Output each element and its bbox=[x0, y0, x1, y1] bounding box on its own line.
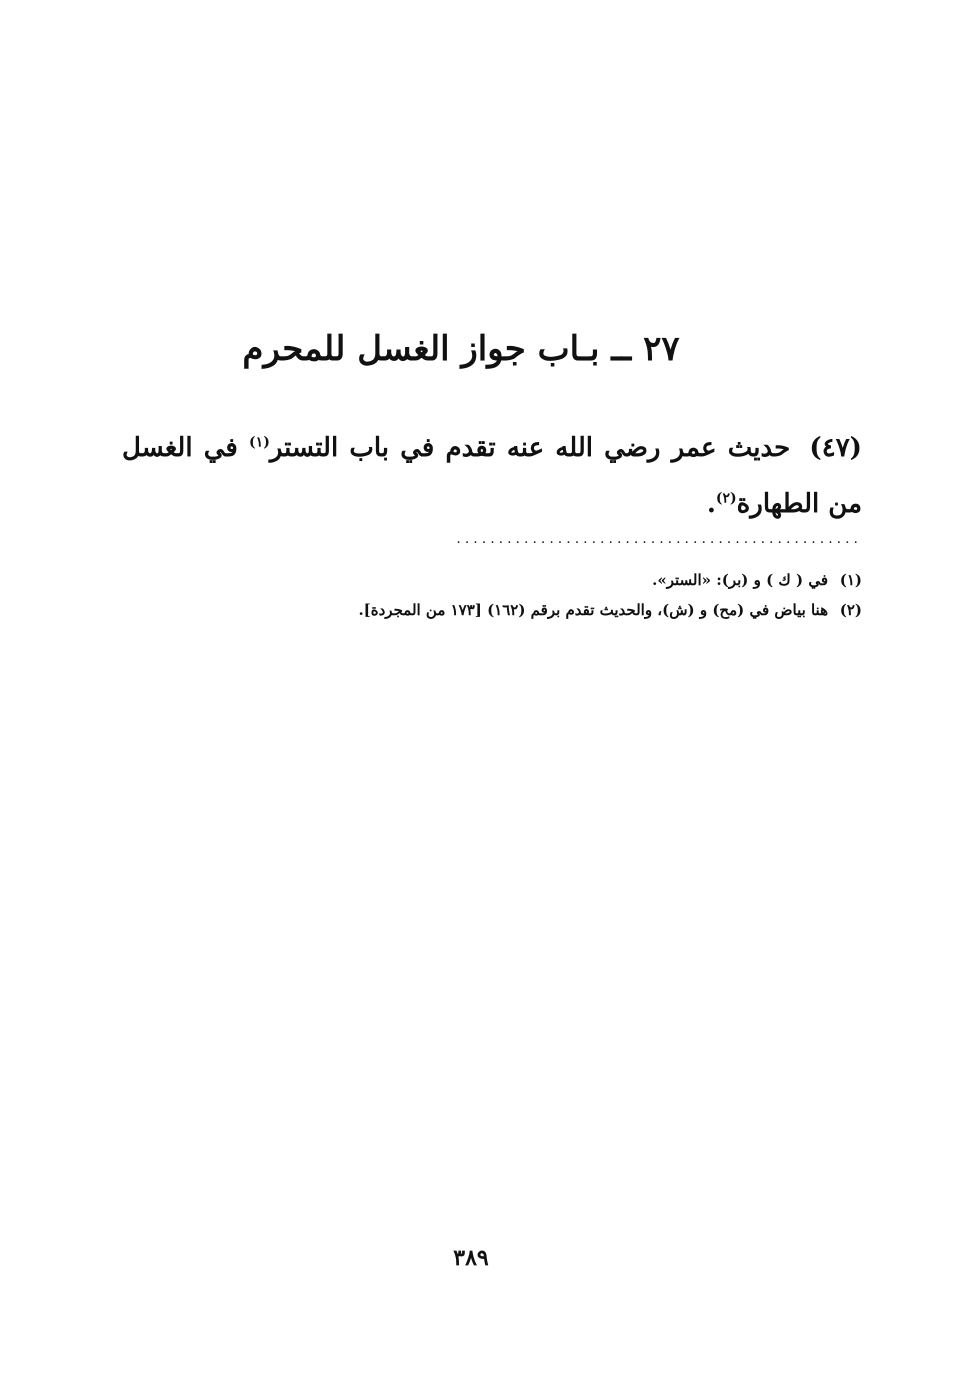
footnote-text: هنا بياض في (مح) و (ش)، والحديث تقدم برقم (١٦٢) [١٧٣ من المجردة]. bbox=[358, 601, 828, 619]
footnote-item bbox=[122, 565, 862, 595]
footnote-item bbox=[122, 595, 862, 625]
hadith-text-part-1: حديث عمر رضي الله عنه تقدم في باب التستر bbox=[269, 433, 791, 463]
hadith-paragraph bbox=[122, 420, 862, 532]
footnote-number: (٢) bbox=[839, 601, 862, 619]
page-number: ٣٨٩ bbox=[453, 1245, 489, 1271]
footnote-number: (١) bbox=[839, 571, 862, 589]
hadith-text-part-2: في الغسل من الطهارة bbox=[122, 433, 862, 519]
footnote-separator: ................................................ bbox=[456, 531, 862, 547]
footnotes-section bbox=[122, 565, 862, 625]
footnote-marker-2: (٢) bbox=[715, 490, 737, 507]
hadith-number: (٤٧) bbox=[809, 433, 862, 463]
footnote-marker-1: (١) bbox=[249, 434, 270, 451]
hadith-text-end: . bbox=[706, 489, 716, 519]
footnote-text: في ( ك ) و (بر): «الستر». bbox=[652, 571, 828, 589]
chapter-title: ٢٧ ــ بـاب جواز الغسل للمحرم bbox=[242, 328, 680, 369]
